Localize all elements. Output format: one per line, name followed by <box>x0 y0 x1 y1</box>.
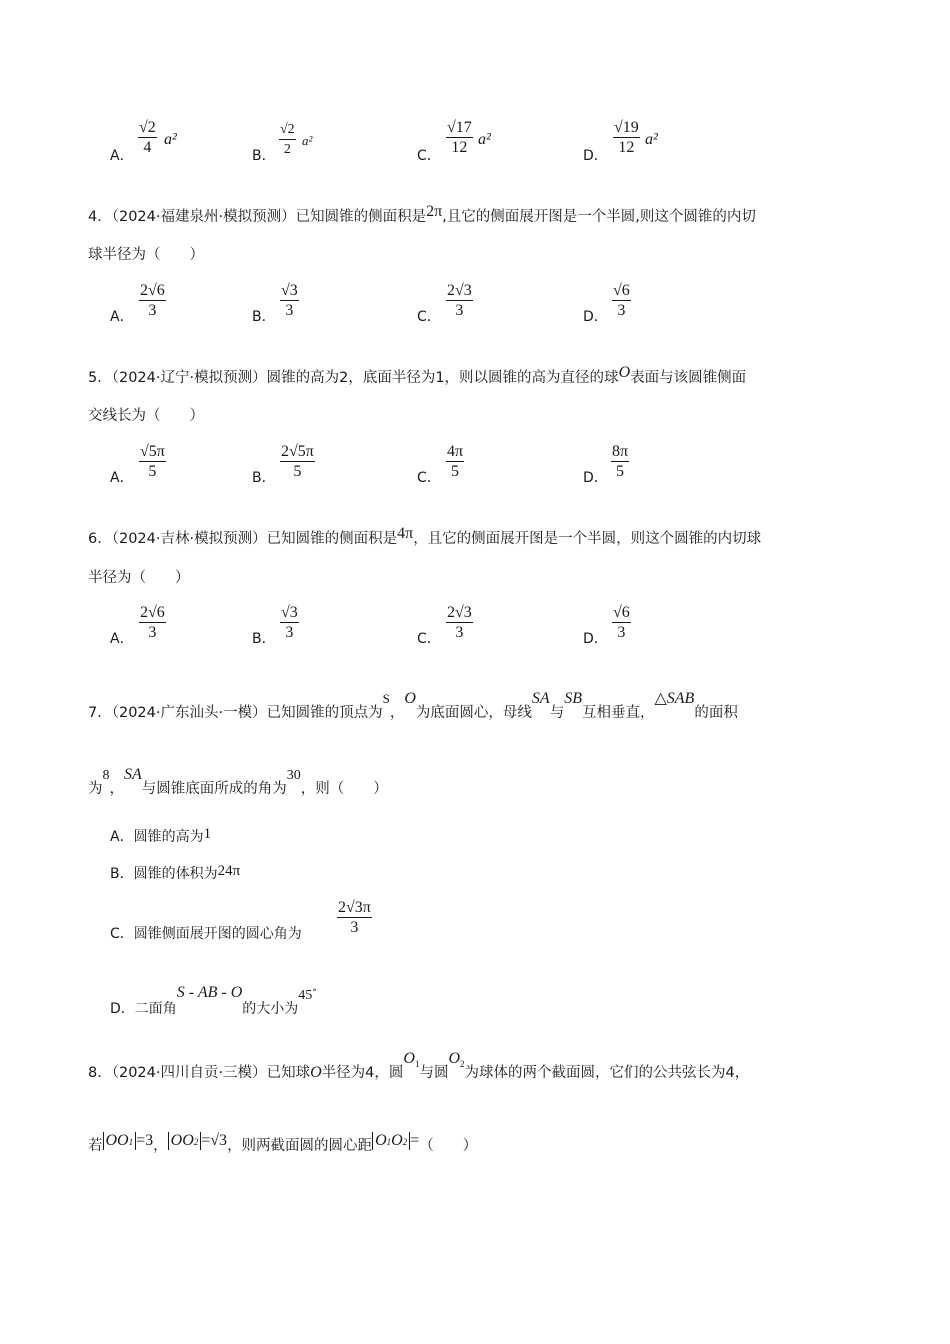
q8-eq-2: =√3 <box>201 1132 228 1149</box>
q8-abs-O1O2-sub1: 1 <box>386 1137 392 1147</box>
q7-source: （2024·广东汕头·一模） <box>111 705 267 721</box>
q7-math-O: O <box>404 690 416 707</box>
q4-option-a-fraction: $\frac{2√6}{3}$ <box>140 282 165 319</box>
q4-line2: 球半径为（ ） <box>88 247 204 263</box>
q7-option-c-text: C．圆锥侧面展开图的圆心角为 <box>110 926 302 942</box>
q8-abs-OO1-bars <box>103 1132 137 1150</box>
q4-option-a-label[interactable]: A． <box>110 309 134 325</box>
q5-text-a: 圆锥的高为2，底面半径为1，则以圆锥的高为直径的球 <box>266 370 619 386</box>
q8-line2 <box>88 1134 477 1155</box>
q7-option-a-text: A．圆锥的高为 <box>110 829 204 845</box>
q7-number: 7． <box>88 705 112 721</box>
q8-math-O2 <box>448 1051 464 1067</box>
q8-abs-O1O2-o1: O <box>375 1132 387 1149</box>
q6-number: 6． <box>88 531 112 547</box>
q7-line1 <box>88 690 738 722</box>
q7-text-9: 与圆锥底面所成的角为 <box>141 781 287 797</box>
q8-abs-OO2-bars <box>168 1132 202 1150</box>
q4-option-b-label[interactable]: B． <box>252 309 276 325</box>
q6-option-b-fraction: $\frac{√3}{3}$ <box>281 604 298 641</box>
q6-text-a: 已知圆锥的侧面积是 <box>266 531 398 547</box>
q7-option-a[interactable] <box>110 826 211 846</box>
q7-text-10: ，则（ ） <box>300 781 388 797</box>
q4-option-d-fraction: $\frac{√6}{3}$ <box>613 282 630 319</box>
q4-source: （2024·福建泉州·模拟预测） <box>111 209 296 225</box>
q6-option-d-fraction: $\frac{√6}{3}$ <box>613 604 630 641</box>
q8-math-O2-letter: O <box>448 1050 461 1067</box>
q7-text-3: 为底面圆心，母线 <box>415 705 532 721</box>
q8-text-4: 为球体的两个截面圆，它们的公共弦长为4， <box>464 1065 750 1081</box>
q8-text-7: ，则两截面圆的圆心距 <box>227 1138 373 1154</box>
q3-option-b-fraction: $\frac{√2}{2}$ <box>280 122 295 157</box>
q7-text-4: 与 <box>549 705 565 721</box>
q6-math-4pi: 4π <box>397 525 414 542</box>
q8-math-O1-letter: O <box>403 1050 415 1067</box>
q8-text-5: 若 <box>88 1138 103 1154</box>
q4-math-2pi: 2π <box>426 203 443 220</box>
q7-option-c[interactable] <box>110 923 302 943</box>
q8-abs-O1O2-sub2: 2 <box>402 1137 408 1147</box>
q7-option-d-math: S - AB - O <box>176 984 243 1001</box>
q7-math-SB: SB <box>564 690 582 707</box>
q3-option-a-tail: a² <box>164 131 177 148</box>
q8-eq-1: =3 <box>136 1132 154 1149</box>
q8-text-8: （ ） <box>419 1138 478 1154</box>
q5-math-O: O <box>618 364 631 381</box>
q5-source: （2024·辽宁·模拟预测） <box>111 370 267 386</box>
q3-option-c-fraction: $\frac{√17}{12}$ <box>447 119 472 156</box>
q7-text-6: 的面积 <box>694 705 738 721</box>
q8-text-1: 已知球 <box>266 1065 311 1081</box>
q8-number: 8． <box>88 1065 112 1081</box>
q8-abs-OO2-sub: 2 <box>193 1137 199 1147</box>
q5-line2: 交线长为（ ） <box>88 408 204 424</box>
q7-text-8: ， <box>109 781 124 797</box>
q6-line1 <box>88 527 761 548</box>
q7-text-1: 已知圆锥的顶点为 <box>266 705 383 721</box>
q4-text-b: ,且它的侧面展开图是一个半圆,则这个圆锥的内切 <box>442 209 756 225</box>
q8-math-O: O <box>310 1064 322 1081</box>
q8-math-O1-sub: 1 <box>414 1059 420 1069</box>
q5-text-b: 表面与该圆锥侧面 <box>630 370 747 386</box>
q5-option-a-label[interactable]: A． <box>110 470 134 486</box>
q3-option-c-label[interactable]: C． <box>417 148 441 164</box>
q4-text-a: 已知圆锥的侧面积是 <box>295 209 427 225</box>
q4-line1 <box>88 205 756 226</box>
q5-option-d-label[interactable]: D． <box>583 470 608 486</box>
q7-math-SA: SA <box>531 690 550 707</box>
q5-option-a-fraction: $\frac{√5\pi}{5}$ <box>140 443 165 480</box>
q8-math-abs-OO1 <box>103 1133 154 1149</box>
q8-math-abs-O1O2 <box>372 1133 419 1149</box>
q8-text-6: ， <box>153 1138 168 1154</box>
q5-option-c-label[interactable]: C． <box>417 470 441 486</box>
q7-option-a-math: 1 <box>203 826 212 842</box>
q6-option-a-label[interactable]: A． <box>110 631 134 647</box>
q5-number: 5． <box>88 370 112 386</box>
q4-number: 4． <box>88 209 112 225</box>
q8-abs-OO2-letters: OO <box>170 1132 194 1149</box>
q3-option-b-label[interactable]: B． <box>252 148 276 164</box>
q6-option-b-label[interactable]: B． <box>252 631 276 647</box>
q7-option-b-math: 24π <box>217 863 241 879</box>
q8-math-O2-sub: 2 <box>460 1059 465 1069</box>
q3-option-d-tail: a² <box>645 131 658 148</box>
q7-math-30: 30 <box>286 768 301 783</box>
q6-line2: 半径为（ ） <box>88 570 190 586</box>
q7-option-b-text: B．圆锥的体积为 <box>110 866 218 882</box>
q7-text-7: 为 <box>88 781 103 797</box>
q6-option-c-fraction: $\frac{2√3}{3}$ <box>447 604 472 641</box>
q3-option-b-tail: a² <box>302 133 313 148</box>
q5-option-c-fraction: $\frac{4\pi}{5}$ <box>447 443 464 480</box>
q8-line1 <box>88 1050 750 1082</box>
q8-abs-O1O2-bars <box>372 1132 410 1150</box>
q3-option-d-fraction: $\frac{√19}{12}$ <box>614 119 639 156</box>
q8-abs-OO1-letters: OO <box>105 1132 129 1149</box>
q7-line2 <box>88 766 388 798</box>
q7-option-c-fraction: $\frac{2√3\pi}{3}$ <box>338 899 371 936</box>
q5-line1 <box>88 366 746 387</box>
q5-option-b-fraction: $\frac{2√5\pi}{5}$ <box>281 443 314 480</box>
q7-math-8: 8 <box>102 768 110 783</box>
q5-option-b-label[interactable]: B． <box>252 470 276 486</box>
q8-abs-O1O2-o2: O <box>391 1132 403 1149</box>
q7-option-d-math-45: 45 <box>298 988 313 1003</box>
q8-abs-OO1-sub: 1 <box>128 1137 134 1147</box>
q7-math-S: S <box>382 691 390 706</box>
q7-option-d[interactable] <box>110 984 317 1018</box>
q7-option-d-text-a: D．二面角 <box>110 1001 177 1017</box>
q5-option-d-fraction: $\frac{8\pi}{5}$ <box>612 443 629 480</box>
q6-source: （2024·吉林·模拟预测） <box>111 531 267 547</box>
q7-option-d-text-b: 的大小为 <box>242 1001 299 1017</box>
q7-math-triangle-SAB: △SAB <box>654 690 695 707</box>
q8-text-2: 半径为4，圆 <box>321 1065 404 1081</box>
q8-text-3: 与圆 <box>419 1065 449 1081</box>
q6-text-b: ，且它的侧面展开图是一个半圆，则这个圆锥的内切球 <box>413 531 762 547</box>
q6-option-c-label[interactable]: C． <box>417 631 441 647</box>
q4-option-c-label[interactable]: C． <box>417 309 441 325</box>
q7-math-SA-2: SA <box>124 766 142 783</box>
q7-option-d-degree: ° <box>312 988 317 998</box>
q8-eq-3: = <box>410 1132 420 1149</box>
q3-option-c-tail: a² <box>478 131 491 148</box>
q7-text-5: 互相垂直， <box>581 705 655 721</box>
q3-option-d-label[interactable]: D． <box>583 148 608 164</box>
q6-option-a-fraction: $\frac{2√6}{3}$ <box>140 604 165 641</box>
q4-option-d-label[interactable]: D． <box>583 309 608 325</box>
q4-option-b-fraction: $\frac{√3}{3}$ <box>281 282 298 319</box>
q3-option-a-fraction: $\frac{√2}{4}$ <box>139 119 156 156</box>
q7-text-2: ， <box>389 705 405 721</box>
q8-math-O1 <box>403 1051 419 1067</box>
q8-math-abs-OO2 <box>168 1133 227 1149</box>
q4-option-c-fraction: $\frac{2√3}{3}$ <box>447 282 472 319</box>
q7-option-b[interactable] <box>110 863 240 883</box>
q3-option-a-label[interactable]: A． <box>110 148 134 164</box>
q8-source: （2024·四川自贡·三模） <box>111 1065 267 1081</box>
q6-option-d-label[interactable]: D． <box>583 631 608 647</box>
